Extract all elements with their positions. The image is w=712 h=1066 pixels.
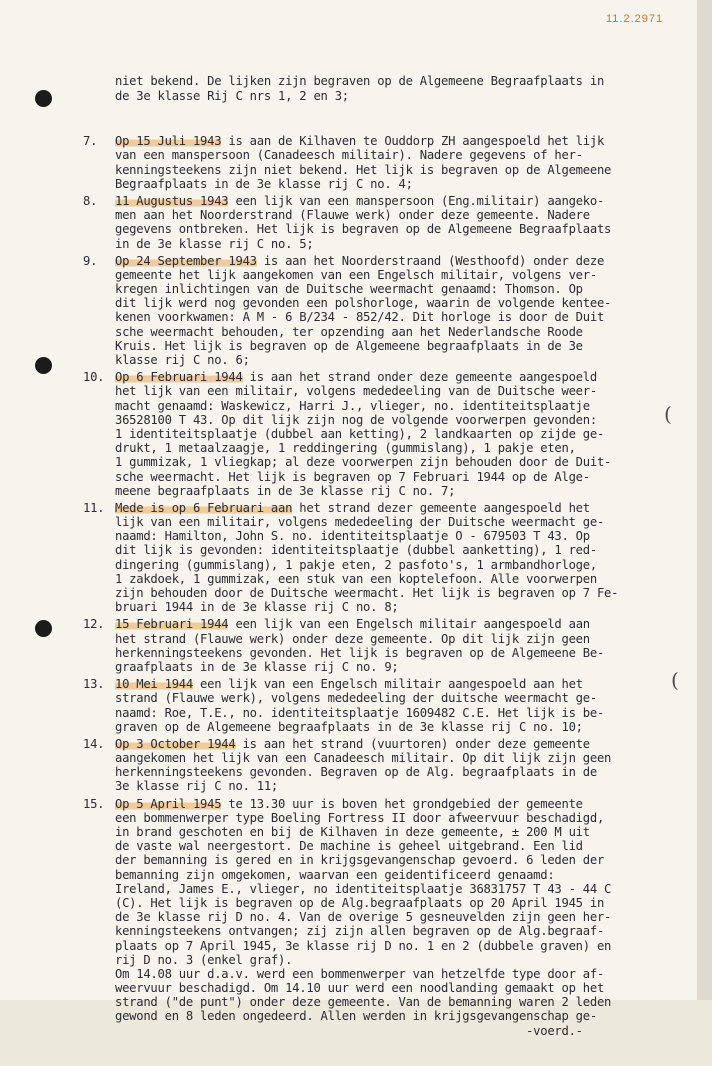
text-line: kenningsteekens ontvangen; zij zijn allen begraven op de Alg.begraaf-	[115, 924, 605, 939]
text-line: weervuur beschadigd. Om 14.10 uur werd een noodlanding gemaakt op het	[115, 981, 605, 996]
text-line: van een manspersoon (Canadeesch militair). Nadere gegevens of her-	[115, 148, 583, 163]
text-line: in de 3e klasse rij C no. 5;	[115, 236, 314, 251]
text-line: het lijk van een militair, volgens mededeeling van de Duitsche weer-	[115, 384, 597, 399]
entry-text: een lijk van een Engelsch militair aangespoeld aan het	[192, 677, 583, 692]
text-line: dingering (gummislang), 1 pakje eten, 2 pasfoto's, 1 armbandhorloge,	[115, 557, 597, 572]
entry-number: 11.	[83, 500, 105, 515]
text-line: sche weermacht. Het lijk is begraven op 7 Februari 1944 op de Alge-	[115, 469, 590, 484]
text-line: in brand geschoten en bij de Kilhaven in deze gemeente, ± 200 M uit	[115, 825, 590, 839]
entry-13	[83, 677, 695, 734]
text-line: rij D no. 3 (enkel graf).	[115, 952, 293, 967]
text-line: dit lijk is gevonden: identiteitsplaatje (dubbel aanketting), 1 red-	[115, 543, 597, 558]
text-line: kenningsteekens zijn niet bekend. Het lijk is begraven op de Algemeene	[115, 162, 612, 177]
text-line: der bemanning is gered en in krijgsgevangenschap gevoerd. 6 leden der	[115, 853, 605, 868]
entry-text: een lijk van een manspersoon (Eng.militair) aangeko-	[228, 193, 605, 208]
text-line: herkenningsteekens gevonden. Het lijk is begraven op de Algemeene Be-	[115, 645, 605, 660]
text-line: strand ("de punt") onder deze gemeente. Van de bemanning waren 2 leden	[115, 995, 612, 1010]
text-line: kregen inlichtingen van de Duitsche weermacht genaamd: Thomson. Op	[115, 282, 583, 297]
text-line: meene begraafplaats in de 3e klasse rij C no. 7;	[115, 483, 456, 498]
text-line: macht genaamd: Waskewicz, Harri J., vlieger, no. identiteitsplaatje	[115, 398, 590, 413]
text-line: drukt, 1 metaalzaagje, 1 reddingering (gummislang), 1 pakje eten,	[115, 441, 576, 456]
highlighted-date: Op 15 Juli 1943	[115, 134, 222, 149]
text-line: 1 identiteitsplaatje (dubbel aan ketting), 2 landkaarten op zijde ge-	[115, 426, 605, 441]
entry-11	[83, 500, 695, 615]
text-line: strand (Flauwe werk), volgens mededeeling der duitsche weermacht ge-	[115, 691, 597, 706]
text-line: gemeente het lijk aangekomen van een Engelsch militair, volgens ver-	[115, 267, 597, 282]
highlighted-date: Op 5 April 1945	[115, 796, 222, 811]
text-line: kenen voorkwamen: A M - 6 B/234 - 852/42. Dit horloge is door de Duit	[115, 310, 605, 325]
text-line: niet bekend. De lijken zijn begraven op de Algemeene Begraafplaats in	[115, 74, 605, 89]
text-line: het strand (Flauwe werk) onder deze gemeente. Op dit lijk zijn geen	[115, 631, 590, 646]
text-line: naamd: Hamilton, John S. no. identiteitsplaatje O - 679503 T 43. Op	[115, 529, 590, 544]
text-line: plaats op 7 April 1945, 3e klasse rij D no. 1 en 2 (dubbele graven) en	[115, 938, 612, 953]
entry-first-line	[115, 501, 695, 515]
entry-10	[83, 370, 695, 498]
entry-first-line	[115, 370, 695, 384]
entry-number: 10.	[83, 370, 105, 385]
text-line: 1 gummizak, 1 vliegkap; al deze voorwerpen zijn behouden door de Duit-	[115, 455, 612, 470]
entry-text: het strand dezer gemeente aangespoeld het	[292, 500, 590, 515]
entry-number: 13.	[83, 677, 105, 692]
punch-hole-middle	[35, 357, 52, 374]
highlighted-date: Op 3 October 1944	[115, 736, 236, 751]
text-line: graafplaats in de 3e klasse rij C no. 9;	[115, 659, 399, 674]
text-line: sche weermacht behouden, ter opzending aan het Nederlandsche Roode	[115, 324, 583, 339]
entry-text: is aan het Noorderstraand (Westhoofd) onder deze	[256, 253, 605, 268]
entry-first-line	[115, 134, 695, 148]
text-line: herkenningsteekens gevonden. Begraven op de Alg. begraafplaats in de	[115, 765, 597, 780]
punch-hole-bottom	[35, 620, 52, 637]
text-line: Ireland, James E., vlieger, no identiteitsplaatje 36831757 T 43 - 44 C	[115, 881, 612, 896]
entry-first-line	[115, 254, 695, 268]
highlighted-date: Mede is op 6 Februari aan	[115, 500, 293, 515]
highlighted-date: Op 6 Februari 1944	[115, 370, 243, 385]
entry-number: 8.	[83, 193, 98, 208]
highlighted-date: Op 24 September 1943	[115, 253, 257, 268]
entry-text: is aan het strand onder deze gemeente aangespoeld	[242, 370, 597, 385]
text-line: naamd: Roe, T.E., no. identiteitsplaatje 1609482 C.E. Het lijk is be-	[115, 705, 605, 720]
text-line: zijn behouden door de Duitsche weermacht. Het lijk is begraven op 7 Fe-	[115, 586, 619, 600]
text-line: de 3e klasse rij D no. 4. Van de overige 5 gesneuvelden zijn geen her-	[115, 910, 612, 925]
entry-number: 9.	[83, 253, 98, 268]
intro-paragraph	[115, 74, 695, 102]
ink-mark: (	[671, 668, 679, 692]
entry-text: te 13.30 uur is boven het grondgebied der gemeente	[221, 796, 583, 811]
entry-first-line	[115, 797, 695, 811]
text-line: graven op de Algemeene begraafplaats in de 3e klasse rij C no. 10;	[115, 719, 583, 734]
text-line: dit lijk werd nog gevonden een polshorloge, waarin de volgende kentee-	[115, 296, 612, 311]
text-line: lijk van een militair, volgens mededeeling der Duitsche weermacht ge-	[115, 515, 605, 530]
entry-first-line	[115, 677, 695, 691]
text-line: men aan het Noorderstrand (Flauwe werk) onder deze gemeente. Nadere	[115, 208, 590, 223]
entry-number: 7.	[83, 134, 98, 149]
entry-7	[83, 134, 695, 191]
text-line: (C). Het lijk is begraven op de Alg.begraafplaats op 20 April 1945 in	[115, 895, 605, 910]
scan-edge	[697, 0, 712, 1000]
text-line: Kruis. Het lijk is begraven op de Algemeene begraafplaats in de 3e	[115, 338, 583, 353]
entry-12	[83, 617, 695, 674]
entry-15	[83, 796, 695, 1038]
text-line: de 3e klasse Rij C nrs 1, 2 en 3;	[115, 88, 349, 103]
text-line: aangekomen het lijk van een Canadeesch militair. Op dit lijk zijn geen	[115, 751, 612, 766]
ink-mark: (	[664, 402, 672, 426]
text-line: gegevens ontbreken. Het lijk is begraven op de Algemeene Begraafplaats	[115, 222, 612, 237]
numbered-entries	[83, 134, 695, 1038]
text-line: bruari 1944 in de 3e klasse rij C no. 8;	[115, 600, 399, 615]
punch-hole-top	[35, 90, 52, 107]
entry-14	[83, 736, 695, 794]
entry-first-line	[115, 617, 695, 631]
text-line: gewond en 8 leden ongedeerd. Allen werden in krijgsgevangenschap ge-	[115, 1009, 597, 1024]
entry-number: 12.	[83, 617, 105, 632]
text-line: de vaste wal neergestort. De machine is geheel uitgebrand. Een lid	[115, 839, 583, 854]
entry-first-line	[115, 194, 695, 208]
text-line: -voerd.-	[115, 1023, 583, 1038]
entry-number: 14.	[83, 736, 105, 751]
text-line: Om 14.08 uur d.a.v. werd een bommenwerper van hetzelfde type door af-	[115, 966, 605, 981]
entry-9	[83, 253, 695, 368]
text-line: Begraafplaats in de 3e klasse rij C no. 4;	[115, 176, 413, 191]
highlighted-date: 10 Mei 1944	[115, 677, 193, 692]
text-line: 3e klasse rij C no. 11;	[115, 779, 279, 794]
text-line: een bommenwerper type Boeling Fortress II door afweervuur beschadigd,	[115, 810, 605, 825]
highlighted-date: 15 Februari 1944	[115, 617, 229, 632]
entry-number: 15.	[83, 796, 105, 811]
text-line: bemanning zijn omgekomen, waarvan een geidentificeerd genaamd:	[115, 867, 555, 882]
typed-text-body	[83, 46, 695, 1066]
archive-number: 11.2.2971	[606, 13, 664, 25]
entry-text: is aan het strand (vuurtoren) onder deze gemeente	[235, 736, 590, 751]
entry-text: is aan de Kilhaven te Ouddorp ZH aangespoeld het lijk	[221, 134, 605, 149]
text-line: klasse rij C no. 6;	[115, 353, 250, 367]
entry-text: een lijk van een Engelsch militair aangespoeld aan	[228, 617, 590, 632]
highlighted-date: 11 Augustus 1943	[115, 193, 229, 208]
entry-first-line	[115, 737, 695, 751]
entry-8	[83, 193, 695, 251]
text-line: 1 zakdoek, 1 gummizak, een stuk van een koptelefoon. Alle voorwerpen	[115, 571, 597, 586]
text-line: 36528100 T 43. Op dit lijk zijn nog de volgende voorwerpen gevonden:	[115, 412, 597, 427]
